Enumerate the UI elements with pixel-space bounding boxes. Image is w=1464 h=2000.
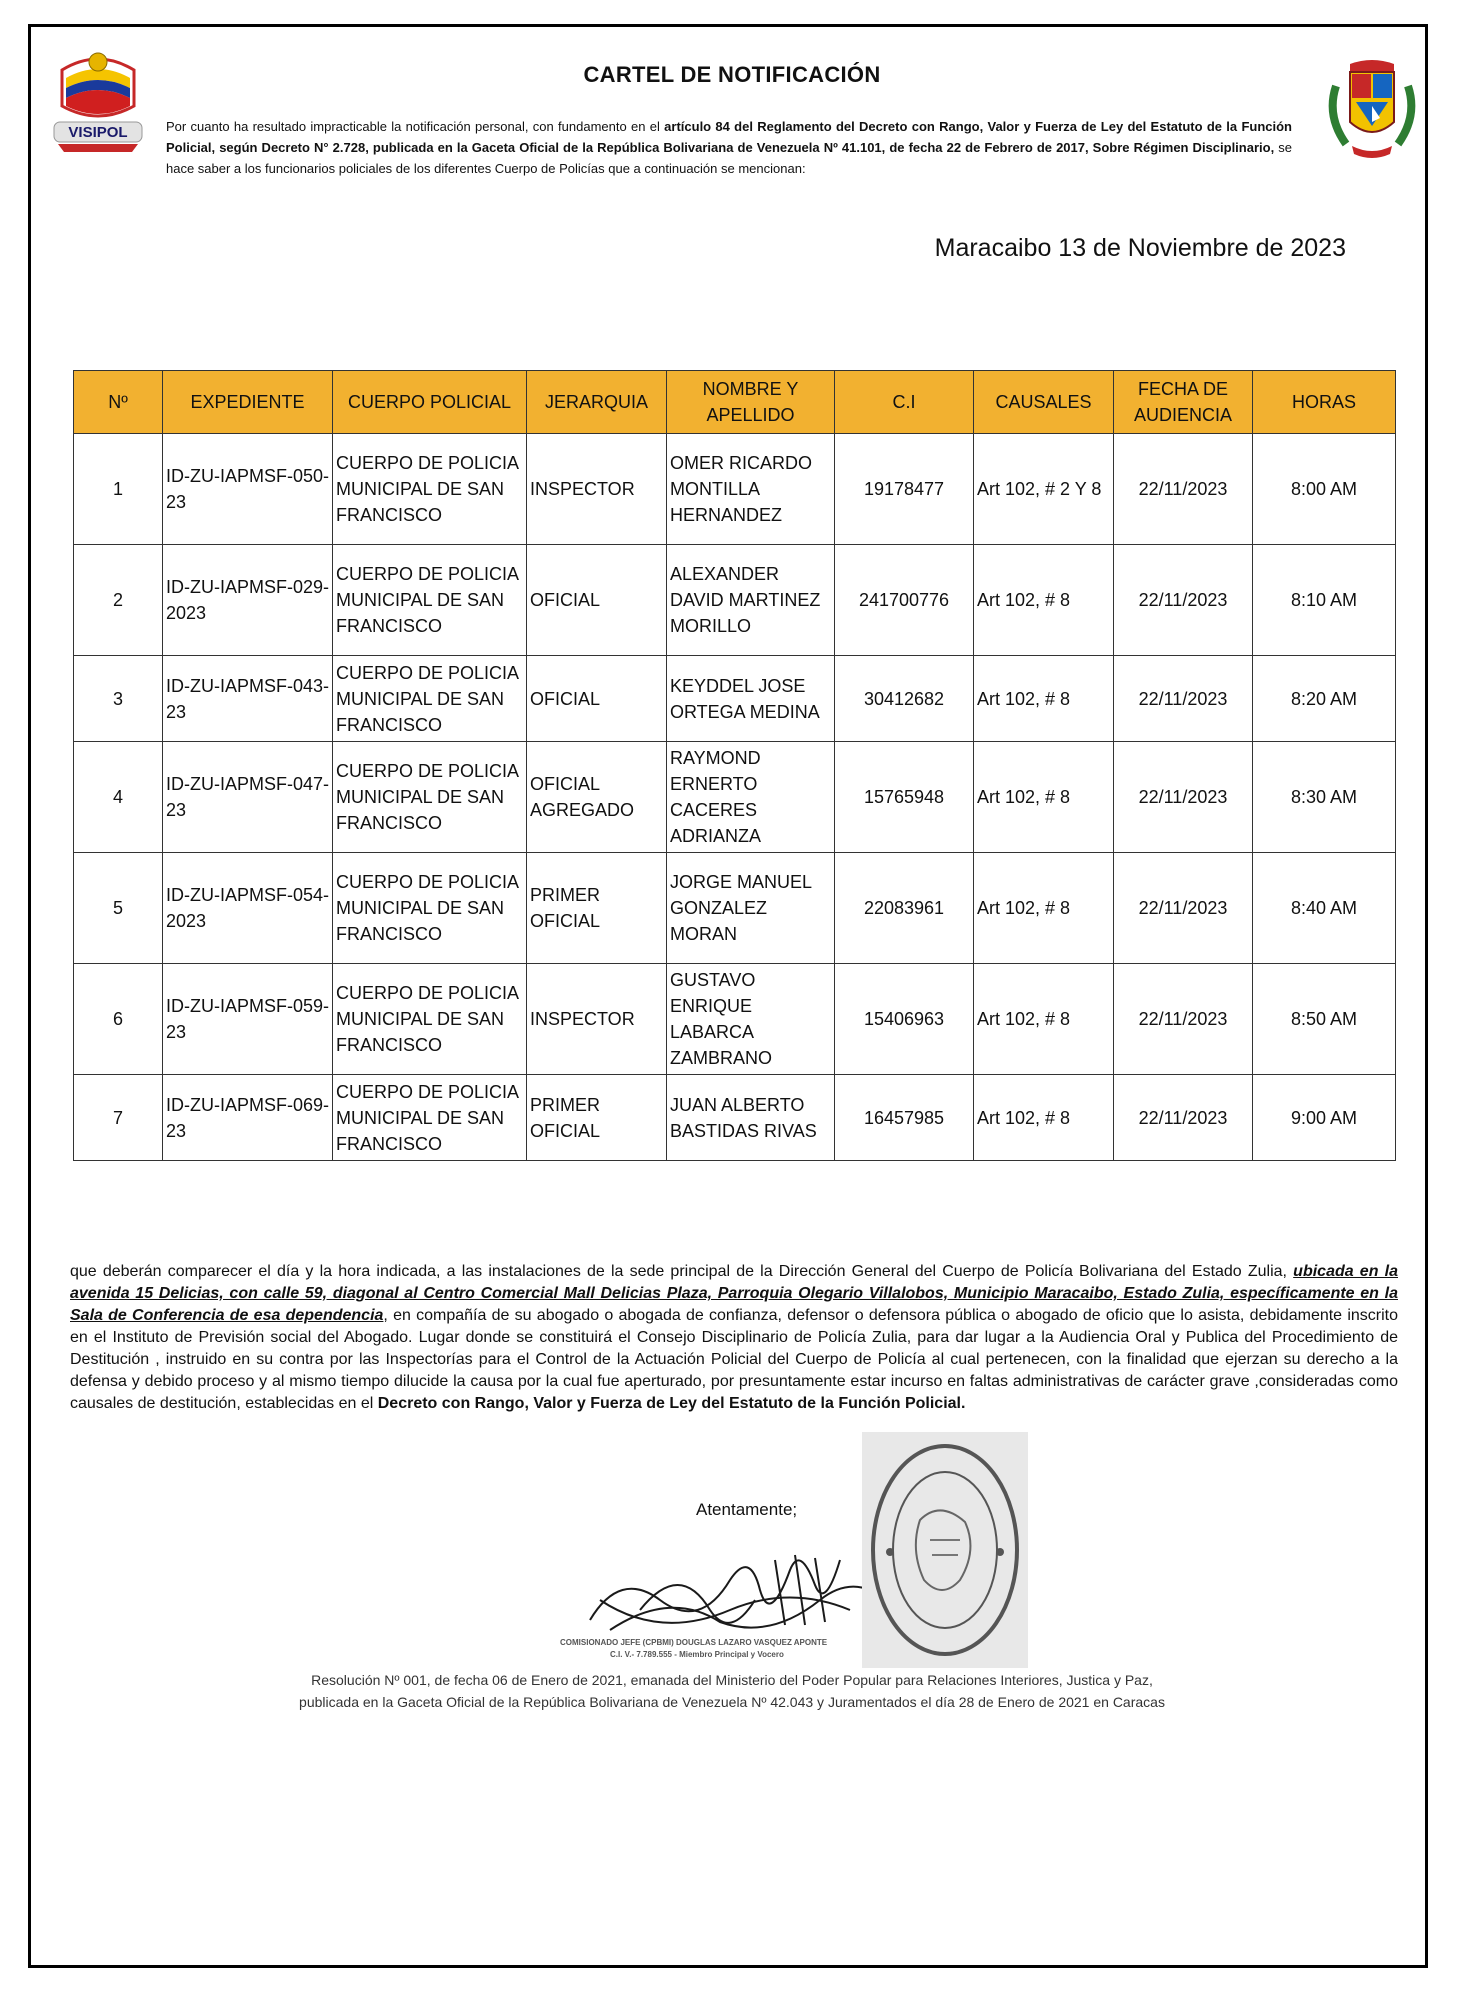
cell-fecha: 22/11/2023 [1114, 545, 1253, 656]
cell-number: 6 [74, 964, 163, 1075]
cell-expediente: ID-ZU-IAPMSF-054-2023 [163, 853, 333, 964]
cell-cuerpo: CUERPO DE POLICIA MUNICIPAL DE SAN FRANCISCO [333, 545, 527, 656]
cell-ci: 30412682 [835, 656, 974, 742]
signature-name-line: COMISIONADO JEFE (CPBMI) DOUGLAS LAZARO VASQUEZ APONTE [560, 1638, 828, 1647]
cell-causales: Art 102, # 8 [974, 742, 1114, 853]
cell-jerarquia: PRIMER OFICIAL [527, 853, 667, 964]
cell-hora: 8:40 AM [1253, 853, 1396, 964]
column-header: NOMBRE Y APELLIDO [667, 371, 835, 434]
cell-nombre: GUSTAVO ENRIQUE LABARCA ZAMBRANO [667, 964, 835, 1075]
visipol-logo-text: VISIPOL [68, 124, 128, 141]
cell-ci: 241700776 [835, 545, 974, 656]
body-address-underlined: ubicada en la avenida 15 Delicias, con calle 59, diagonal al Centro Comercial Mall Delicias Plaza, Parroquia Olegario Villalobos, Municipio Maracaibo, Estado Zulia, específicamente en la Sala de Conferencia de esa dependencia [70, 1263, 1398, 1324]
table-row [74, 434, 1396, 545]
cell-ci: 22083961 [835, 853, 974, 964]
body-decree-bold: Decreto con Rango, Valor y Fuerza de Ley del Estatuto de la Función Policial. [377, 1395, 966, 1412]
cell-jerarquia: INSPECTOR [527, 964, 667, 1075]
cell-expediente: ID-ZU-IAPMSF-069-23 [163, 1075, 333, 1161]
cell-nombre: ALEXANDER DAVID MARTINEZ MORILLO [667, 545, 835, 656]
cell-cuerpo: CUERPO DE POLICIA MUNICIPAL DE SAN FRANCISCO [333, 853, 527, 964]
cell-hora: 8:30 AM [1253, 742, 1396, 853]
resolution-line-2: publicada en la Gaceta Oficial de la República Bolivariana de Venezuela Nº 42.043 y Juramentados el día 28 de Enero de 2021 en Caracas [299, 1694, 1165, 1710]
cell-number: 1 [74, 434, 163, 545]
table-row [74, 545, 1396, 656]
cell-hora: 8:10 AM [1253, 545, 1396, 656]
cell-fecha: 22/11/2023 [1114, 434, 1253, 545]
column-header: FECHA DE AUDIENCIA [1114, 371, 1253, 434]
cell-causales: Art 102, # 2 Y 8 [974, 434, 1114, 545]
cell-nombre: KEYDDEL JOSE ORTEGA MEDINA [667, 656, 835, 742]
cell-jerarquia: INSPECTOR [527, 434, 667, 545]
intro-text-1: Por cuanto ha resultado impracticable la notificación personal, con fundamento en el [166, 119, 665, 134]
body-text-2: , en compañía de su abogado o abogada de confianza, defensor o defensora pública o abogado de oficio que lo asista, debidamente inscrito en el Instituto de Previsión social del Abogado. Lugar donde se constituirá el Consejo Disciplinario de Policía Zulia, para dar lugar a la Audiencia Oral y Publica del Procedimiento de Destitución , instruido en su contra por las Inspectorías para el Control de la Actuación Policial del Cuerpo de Policía al cual pertenecen, con la finalidad que ejerzan su derecho a la defensa y debido proceso y al mismo tiempo dilucide la causa por la cual fue aperturado, por presuntamente estar incurso en faltas administrativas de carácter grave ,consideradas como causales de destitución, establecidas en el [70, 1307, 1399, 1412]
cell-expediente: ID-ZU-IAPMSF-047-23 [163, 742, 333, 853]
cell-fecha: 22/11/2023 [1114, 853, 1253, 964]
cell-number: 5 [74, 853, 163, 964]
column-header: EXPEDIENTE [163, 371, 333, 434]
cell-ci: 19178477 [835, 434, 974, 545]
official-seal-stamp [860, 1430, 1030, 1670]
cell-jerarquia: OFICIAL [527, 545, 667, 656]
cell-jerarquia: PRIMER OFICIAL [527, 1075, 667, 1161]
cell-number: 7 [74, 1075, 163, 1161]
cell-fecha: 22/11/2023 [1114, 964, 1253, 1075]
cell-cuerpo: CUERPO DE POLICIA MUNICIPAL DE SAN FRANCISCO [333, 742, 527, 853]
intro-text-3: se hace saber a los funcionarios policiales de los diferentes Cuerpo de Policías que a continuación se mencionan: [166, 140, 1293, 176]
table-header-row [74, 371, 1396, 434]
cell-fecha: 22/11/2023 [1114, 1075, 1253, 1161]
intro-text-2-bold: artículo 84 del Reglamento del Decreto con Rango, Valor y Fuerza de Ley del Estatuto de la Función Policial, según Decreto N° 2.728, publicada en la Gaceta Oficial de la República Bolivariana de Venezuela Nº 41.101, de fecha 22 de Febrero de 2017, Sobre Régimen Disciplinario, [166, 119, 1292, 155]
cell-expediente: ID-ZU-IAPMSF-043-23 [163, 656, 333, 742]
cell-causales: Art 102, # 8 [974, 656, 1114, 742]
cell-number: 3 [74, 656, 163, 742]
cell-causales: Art 102, # 8 [974, 1075, 1114, 1161]
cell-cuerpo: CUERPO DE POLICIA MUNICIPAL DE SAN FRANCISCO [333, 434, 527, 545]
intro-paragraph [166, 116, 1292, 179]
cell-hora: 8:50 AM [1253, 964, 1396, 1075]
cell-fecha: 22/11/2023 [1114, 742, 1253, 853]
document-title: CARTEL DE NOTIFICACIÓN [583, 62, 881, 87]
cell-hora: 8:00 AM [1253, 434, 1396, 545]
cell-cuerpo: CUERPO DE POLICIA MUNICIPAL DE SAN FRANCISCO [333, 656, 527, 742]
cell-hora: 9:00 AM [1253, 1075, 1396, 1161]
cell-nombre: RAYMOND ERNERTO CACERES ADRIANZA [667, 742, 835, 853]
body-text-1: que deberán comparecer el día y la hora indicada, a las instalaciones de la sede principal de la Dirección General del Cuerpo de Policía Bolivariana del Estado Zulia, [70, 1263, 1294, 1280]
column-header: C.I [835, 371, 974, 434]
cell-expediente: ID-ZU-IAPMSF-059-23 [163, 964, 333, 1075]
cell-expediente: ID-ZU-IAPMSF-050-23 [163, 434, 333, 545]
cell-causales: Art 102, # 8 [974, 545, 1114, 656]
table-row [74, 964, 1396, 1075]
cell-cuerpo: CUERPO DE POLICIA MUNICIPAL DE SAN FRANCISCO [333, 1075, 527, 1161]
cell-jerarquia: OFICIAL [527, 656, 667, 742]
table-row [74, 742, 1396, 853]
cell-hora: 8:20 AM [1253, 656, 1396, 742]
table-row [74, 853, 1396, 964]
column-header: JERARQUIA [527, 371, 667, 434]
cell-expediente: ID-ZU-IAPMSF-029-2023 [163, 545, 333, 656]
cell-cuerpo: CUERPO DE POLICIA MUNICIPAL DE SAN FRANCISCO [333, 964, 527, 1075]
closing-salutation: Atentamente; [696, 1500, 798, 1519]
table-row [74, 1075, 1396, 1161]
cell-ci: 16457985 [835, 1075, 974, 1161]
cell-nombre: JORGE MANUEL GONZALEZ MORAN [667, 853, 835, 964]
notification-table [73, 370, 1396, 1161]
cell-ci: 15406963 [835, 964, 974, 1075]
column-header: Nº [74, 371, 163, 434]
resolution-footer [0, 1669, 1464, 1713]
column-header: HORAS [1253, 371, 1396, 434]
cell-fecha: 22/11/2023 [1114, 656, 1253, 742]
column-header: CAUSALES [974, 371, 1114, 434]
cell-causales: Art 102, # 8 [974, 853, 1114, 964]
cell-ci: 15765948 [835, 742, 974, 853]
cell-jerarquia: OFICIAL AGREGADO [527, 742, 667, 853]
signature-id-line: C.I. V.- 7.789.555 - Miembro Principal y Vocero [610, 1650, 784, 1659]
cell-number: 2 [74, 545, 163, 656]
column-header: CUERPO POLICIAL [333, 371, 527, 434]
table-row [74, 656, 1396, 742]
cell-nombre: OMER RICARDO MONTILLA HERNANDEZ [667, 434, 835, 545]
cell-nombre: JUAN ALBERTO BASTIDAS RIVAS [667, 1075, 835, 1161]
cell-causales: Art 102, # 8 [974, 964, 1114, 1075]
date-line: Maracaibo 13 de Noviembre de 2023 [934, 234, 1346, 262]
resolution-line-1: Resolución Nº 001, de fecha 06 de Enero de 2021, emanada del Ministerio del Poder Popular para Relaciones Interiores, Justica y Paz, [311, 1672, 1153, 1688]
cell-number: 4 [74, 742, 163, 853]
body-paragraph [70, 1261, 1398, 1415]
handwritten-signature [580, 1530, 880, 1650]
